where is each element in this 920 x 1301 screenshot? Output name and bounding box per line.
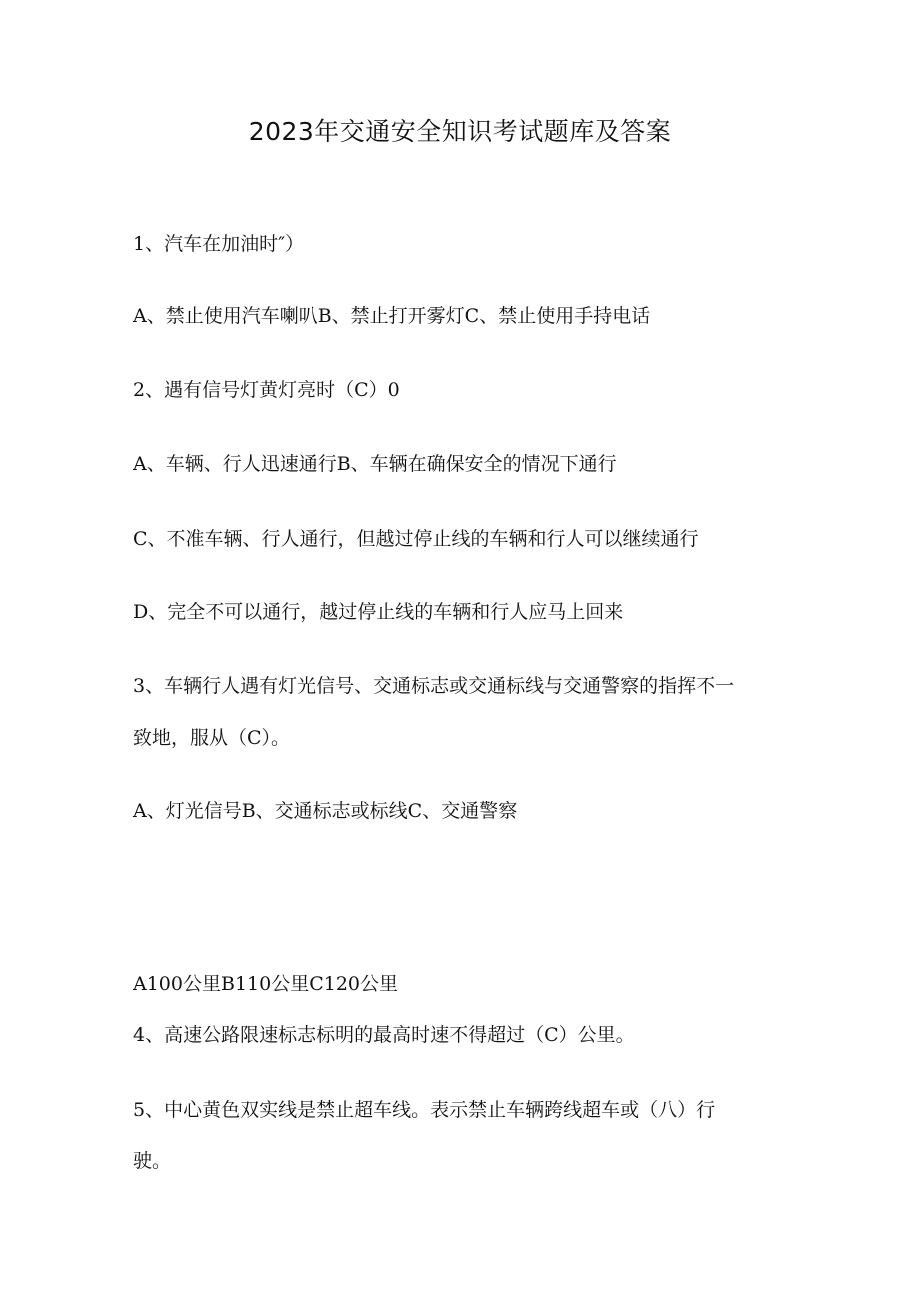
question-1-options: A、禁止使用汽车喇叭B、禁止打开雾灯C、禁止使用手持电话	[133, 305, 651, 327]
question-2-option-d: D、完全不可以通行，越过停止线的车辆和行人应马上回来	[133, 601, 624, 623]
question-2-option-c: C、不准车辆、行人通行，但越过停止线的车辆和行人可以继续通行	[133, 528, 699, 550]
question-5-line-2: 驶。	[133, 1150, 172, 1172]
question-3-line-1: 3、车辆行人遇有灯光信号、交通标志或交通标线与交通警察的指挥不一	[133, 675, 735, 697]
question-3-options: A、灯光信号B、交通标志或标线C、交通警察	[133, 800, 518, 822]
question-2: 2、遇有信号灯黄灯亮时（C）0	[133, 379, 400, 401]
question-2-options-ab: A、车辆、行人迅速通行B、车辆在确保安全的情况下通行	[133, 453, 617, 475]
question-4: 4、高速公路限速标志标明的最高时速不得超过（C）公里。	[133, 1024, 635, 1046]
question-3-line-2: 致地，服从（C）。	[133, 727, 291, 749]
question-5-line-1: 5、中心黄色双实线是禁止超车线。表示禁止车辆跨线超车或（八）行	[133, 1099, 716, 1121]
question-1: 1、汽车在加油时″）	[133, 233, 305, 255]
question-4-options: A100公里B110公里C120公里	[133, 973, 399, 995]
document-title: 2023年交通安全知识考试题库及答案	[248, 117, 672, 146]
